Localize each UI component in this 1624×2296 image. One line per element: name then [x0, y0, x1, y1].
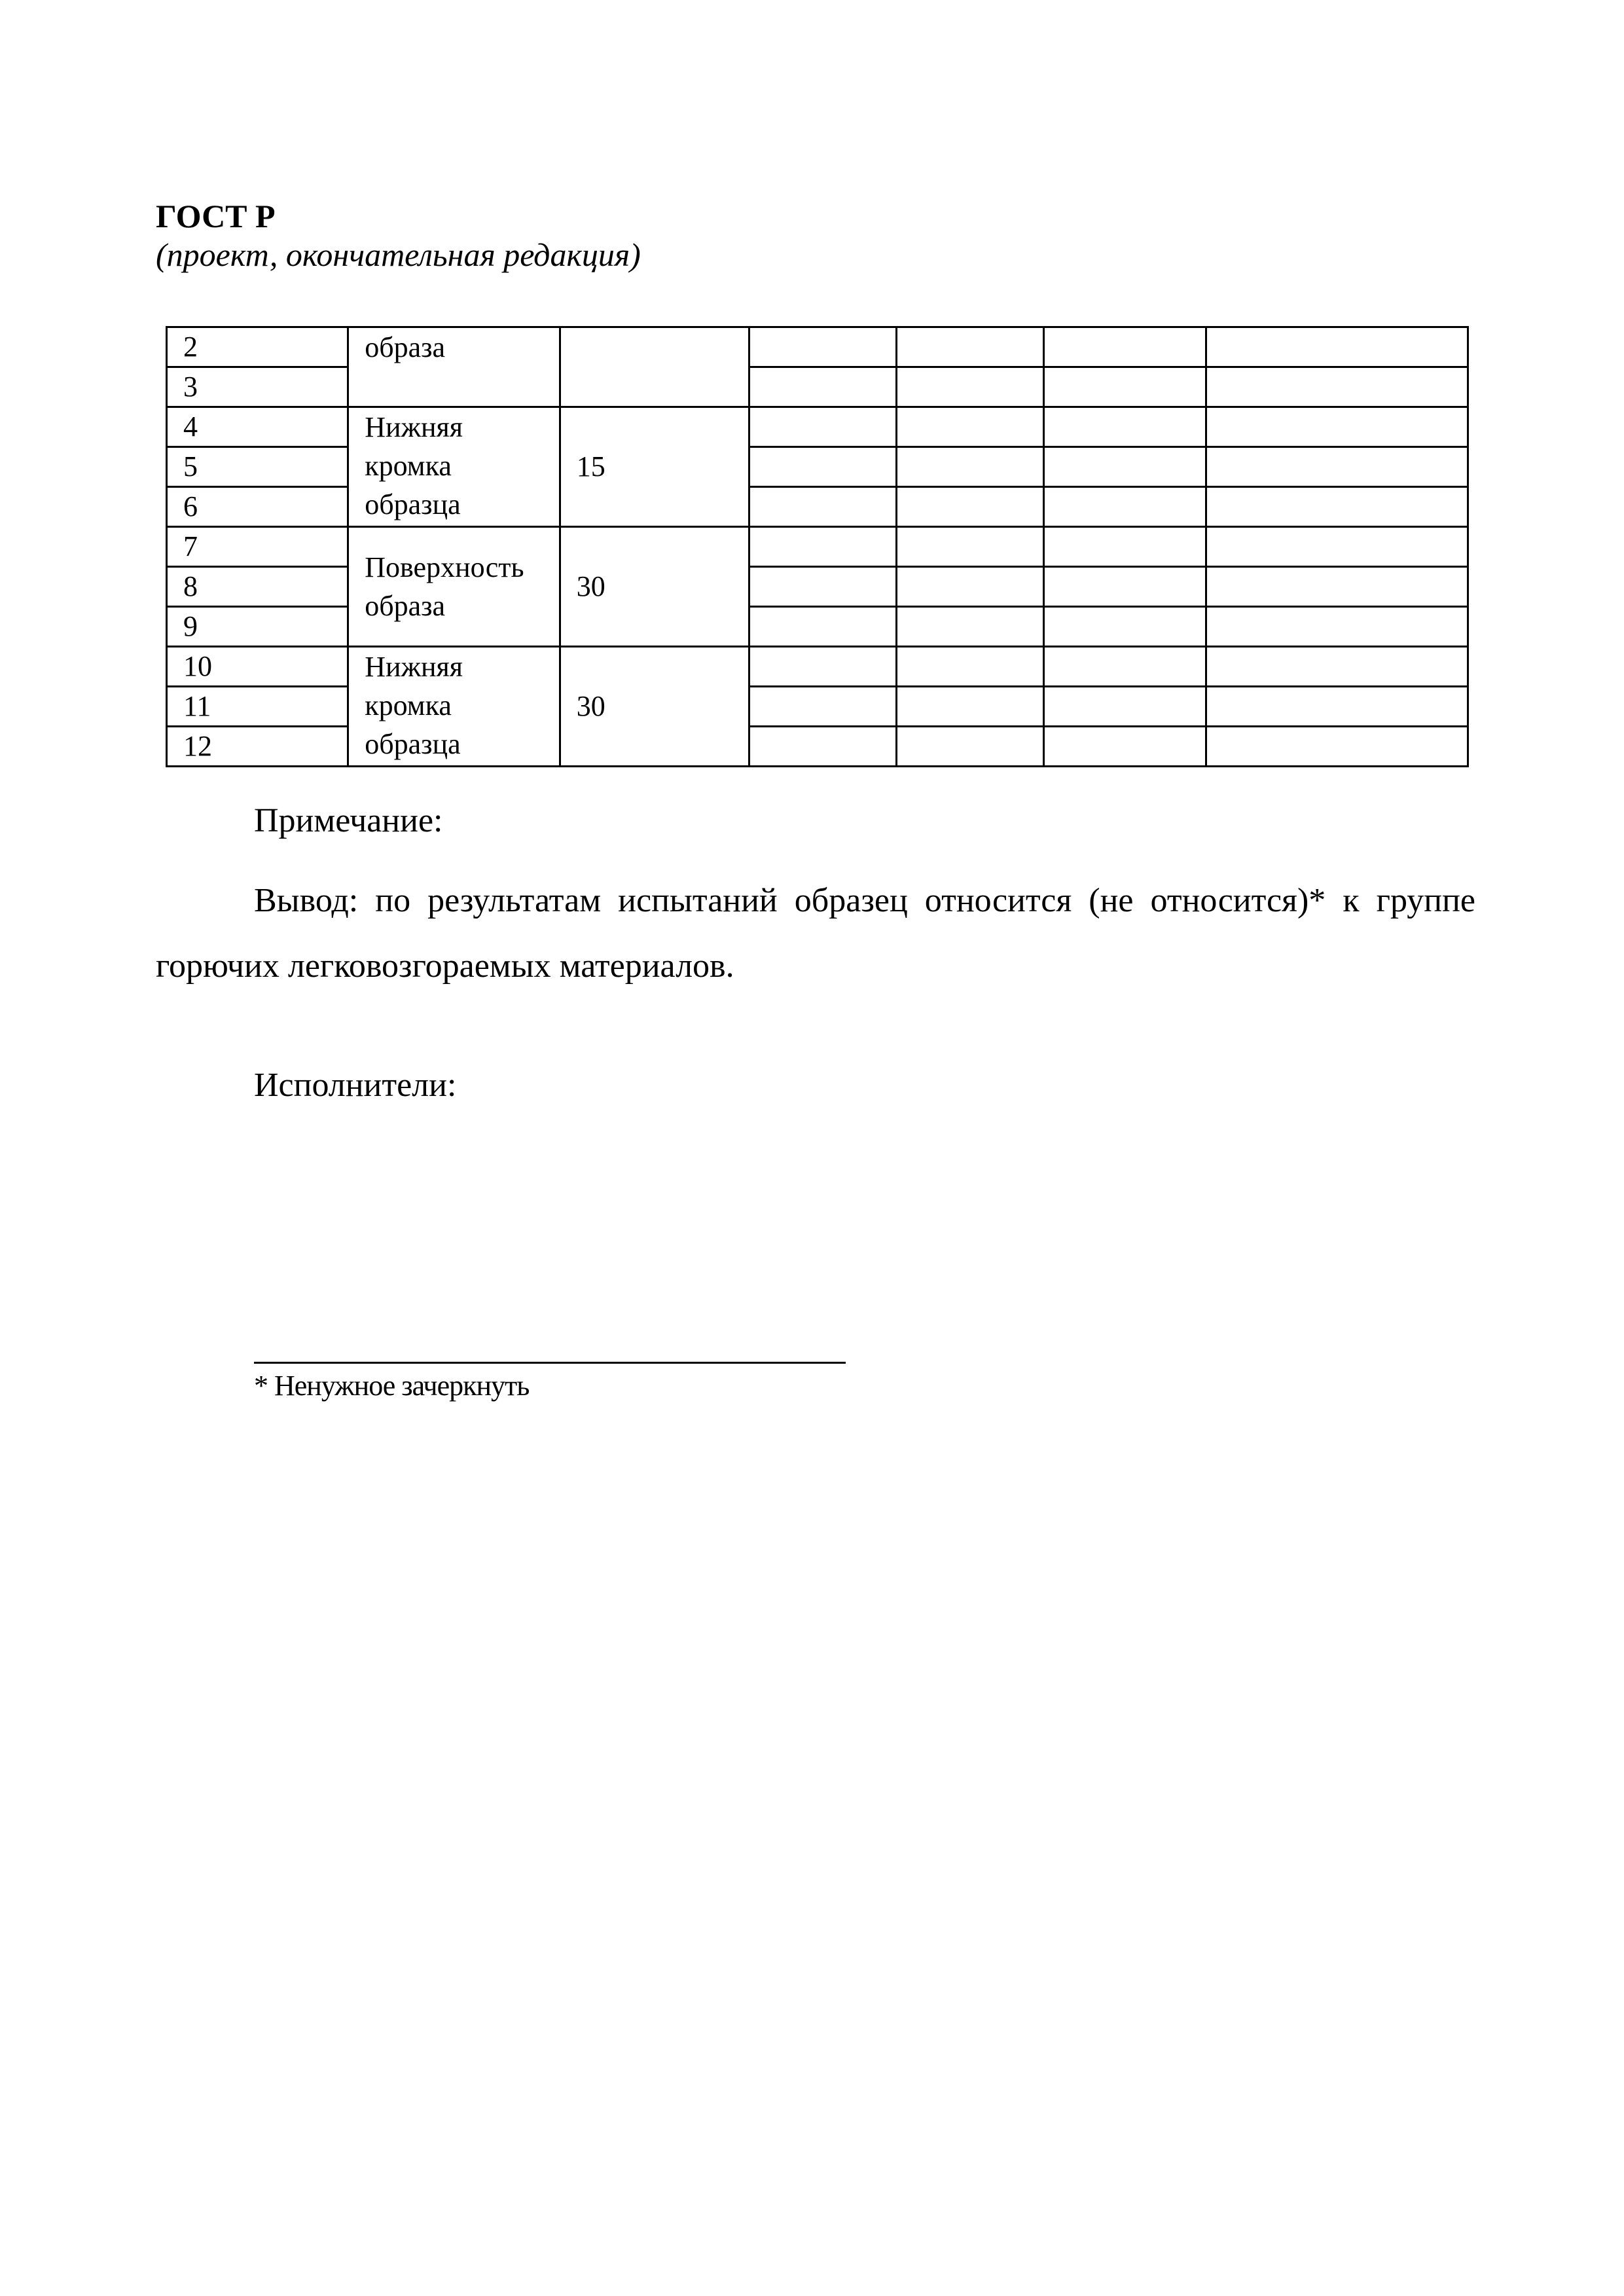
row-number-cell: 9 [167, 607, 348, 647]
empty-cell [749, 607, 897, 647]
empty-cell [1206, 687, 1468, 727]
row-number-cell: 2 [167, 327, 348, 367]
test-results-table [166, 326, 1469, 767]
empty-cell [897, 647, 1044, 687]
empty-cell [749, 487, 897, 527]
empty-cell [1044, 647, 1206, 687]
row-number-cell: 11 [167, 687, 348, 727]
description-cell [348, 527, 560, 647]
empty-cell [1044, 367, 1206, 407]
value-cell: 15 [560, 407, 749, 527]
note-label: Примечание: [254, 802, 443, 839]
description-cell [348, 407, 560, 527]
description-line: кромка [365, 689, 452, 721]
row-number-cell: 4 [167, 407, 348, 447]
empty-cell [1206, 527, 1468, 567]
empty-cell [897, 527, 1044, 567]
empty-cell [1206, 327, 1468, 367]
description-line: Нижняя [365, 411, 463, 443]
empty-cell [749, 447, 897, 487]
row-number-cell: 5 [167, 447, 348, 487]
row-number-cell: 10 [167, 647, 348, 687]
row-number-cell: 12 [167, 727, 348, 767]
empty-cell [1206, 447, 1468, 487]
empty-cell [1044, 407, 1206, 447]
empty-cell [1206, 647, 1468, 687]
empty-cell [1044, 447, 1206, 487]
conclusion-paragraph: Вывод: по результатам испытаний образец относится (не относится)* к группе горючих легковозгораемых материалов. [156, 882, 1475, 985]
empty-cell [897, 687, 1044, 727]
empty-cell [897, 407, 1044, 447]
empty-cell [749, 687, 897, 727]
empty-cell [1206, 727, 1468, 767]
document-title: ГОСТ Р [156, 198, 276, 234]
table-row [167, 647, 1468, 687]
table-row [167, 327, 1468, 367]
row-number-cell: 8 [167, 567, 348, 607]
description-cell [348, 647, 560, 767]
empty-cell [749, 567, 897, 607]
value-cell [560, 327, 749, 407]
row-number-cell: 3 [167, 367, 348, 407]
empty-cell [897, 727, 1044, 767]
empty-cell [1206, 367, 1468, 407]
empty-cell [1044, 527, 1206, 567]
empty-cell [1044, 487, 1206, 527]
empty-cell [749, 327, 897, 367]
empty-cell [749, 367, 897, 407]
empty-cell [1044, 327, 1206, 367]
empty-cell [749, 527, 897, 567]
description-line: Поверхность [365, 551, 524, 583]
value-cell: 30 [560, 647, 749, 767]
row-number-cell: 7 [167, 527, 348, 567]
document-header [156, 196, 641, 274]
table-row [167, 527, 1468, 567]
executors-label: Исполнители: [254, 1066, 457, 1104]
description-line: образа [365, 590, 446, 622]
description-line: образа [365, 331, 446, 363]
description-line: образца [365, 728, 461, 760]
footnote-separator [254, 1362, 846, 1364]
empty-cell [897, 327, 1044, 367]
empty-cell [1206, 407, 1468, 447]
empty-cell [897, 367, 1044, 407]
empty-cell [1206, 607, 1468, 647]
empty-cell [1206, 487, 1468, 527]
table-row [167, 407, 1468, 447]
empty-cell [897, 567, 1044, 607]
empty-cell [1044, 727, 1206, 767]
empty-cell [749, 407, 897, 447]
value-cell: 30 [560, 527, 749, 647]
empty-cell [897, 447, 1044, 487]
row-number-cell: 6 [167, 487, 348, 527]
empty-cell [1044, 607, 1206, 647]
description-line: кромка [365, 450, 452, 482]
empty-cell [1044, 687, 1206, 727]
footnote: * Ненужное зачеркнуть [254, 1370, 530, 1402]
empty-cell [749, 727, 897, 767]
description-line: Нижняя [365, 651, 463, 683]
empty-cell [897, 487, 1044, 527]
empty-cell [749, 647, 897, 687]
description-cell [348, 327, 560, 407]
empty-cell [1206, 567, 1468, 607]
empty-cell [897, 607, 1044, 647]
description-line: образца [365, 488, 461, 520]
empty-cell [1044, 567, 1206, 607]
document-subtitle: (проект, окончательная редакция) [156, 236, 641, 273]
